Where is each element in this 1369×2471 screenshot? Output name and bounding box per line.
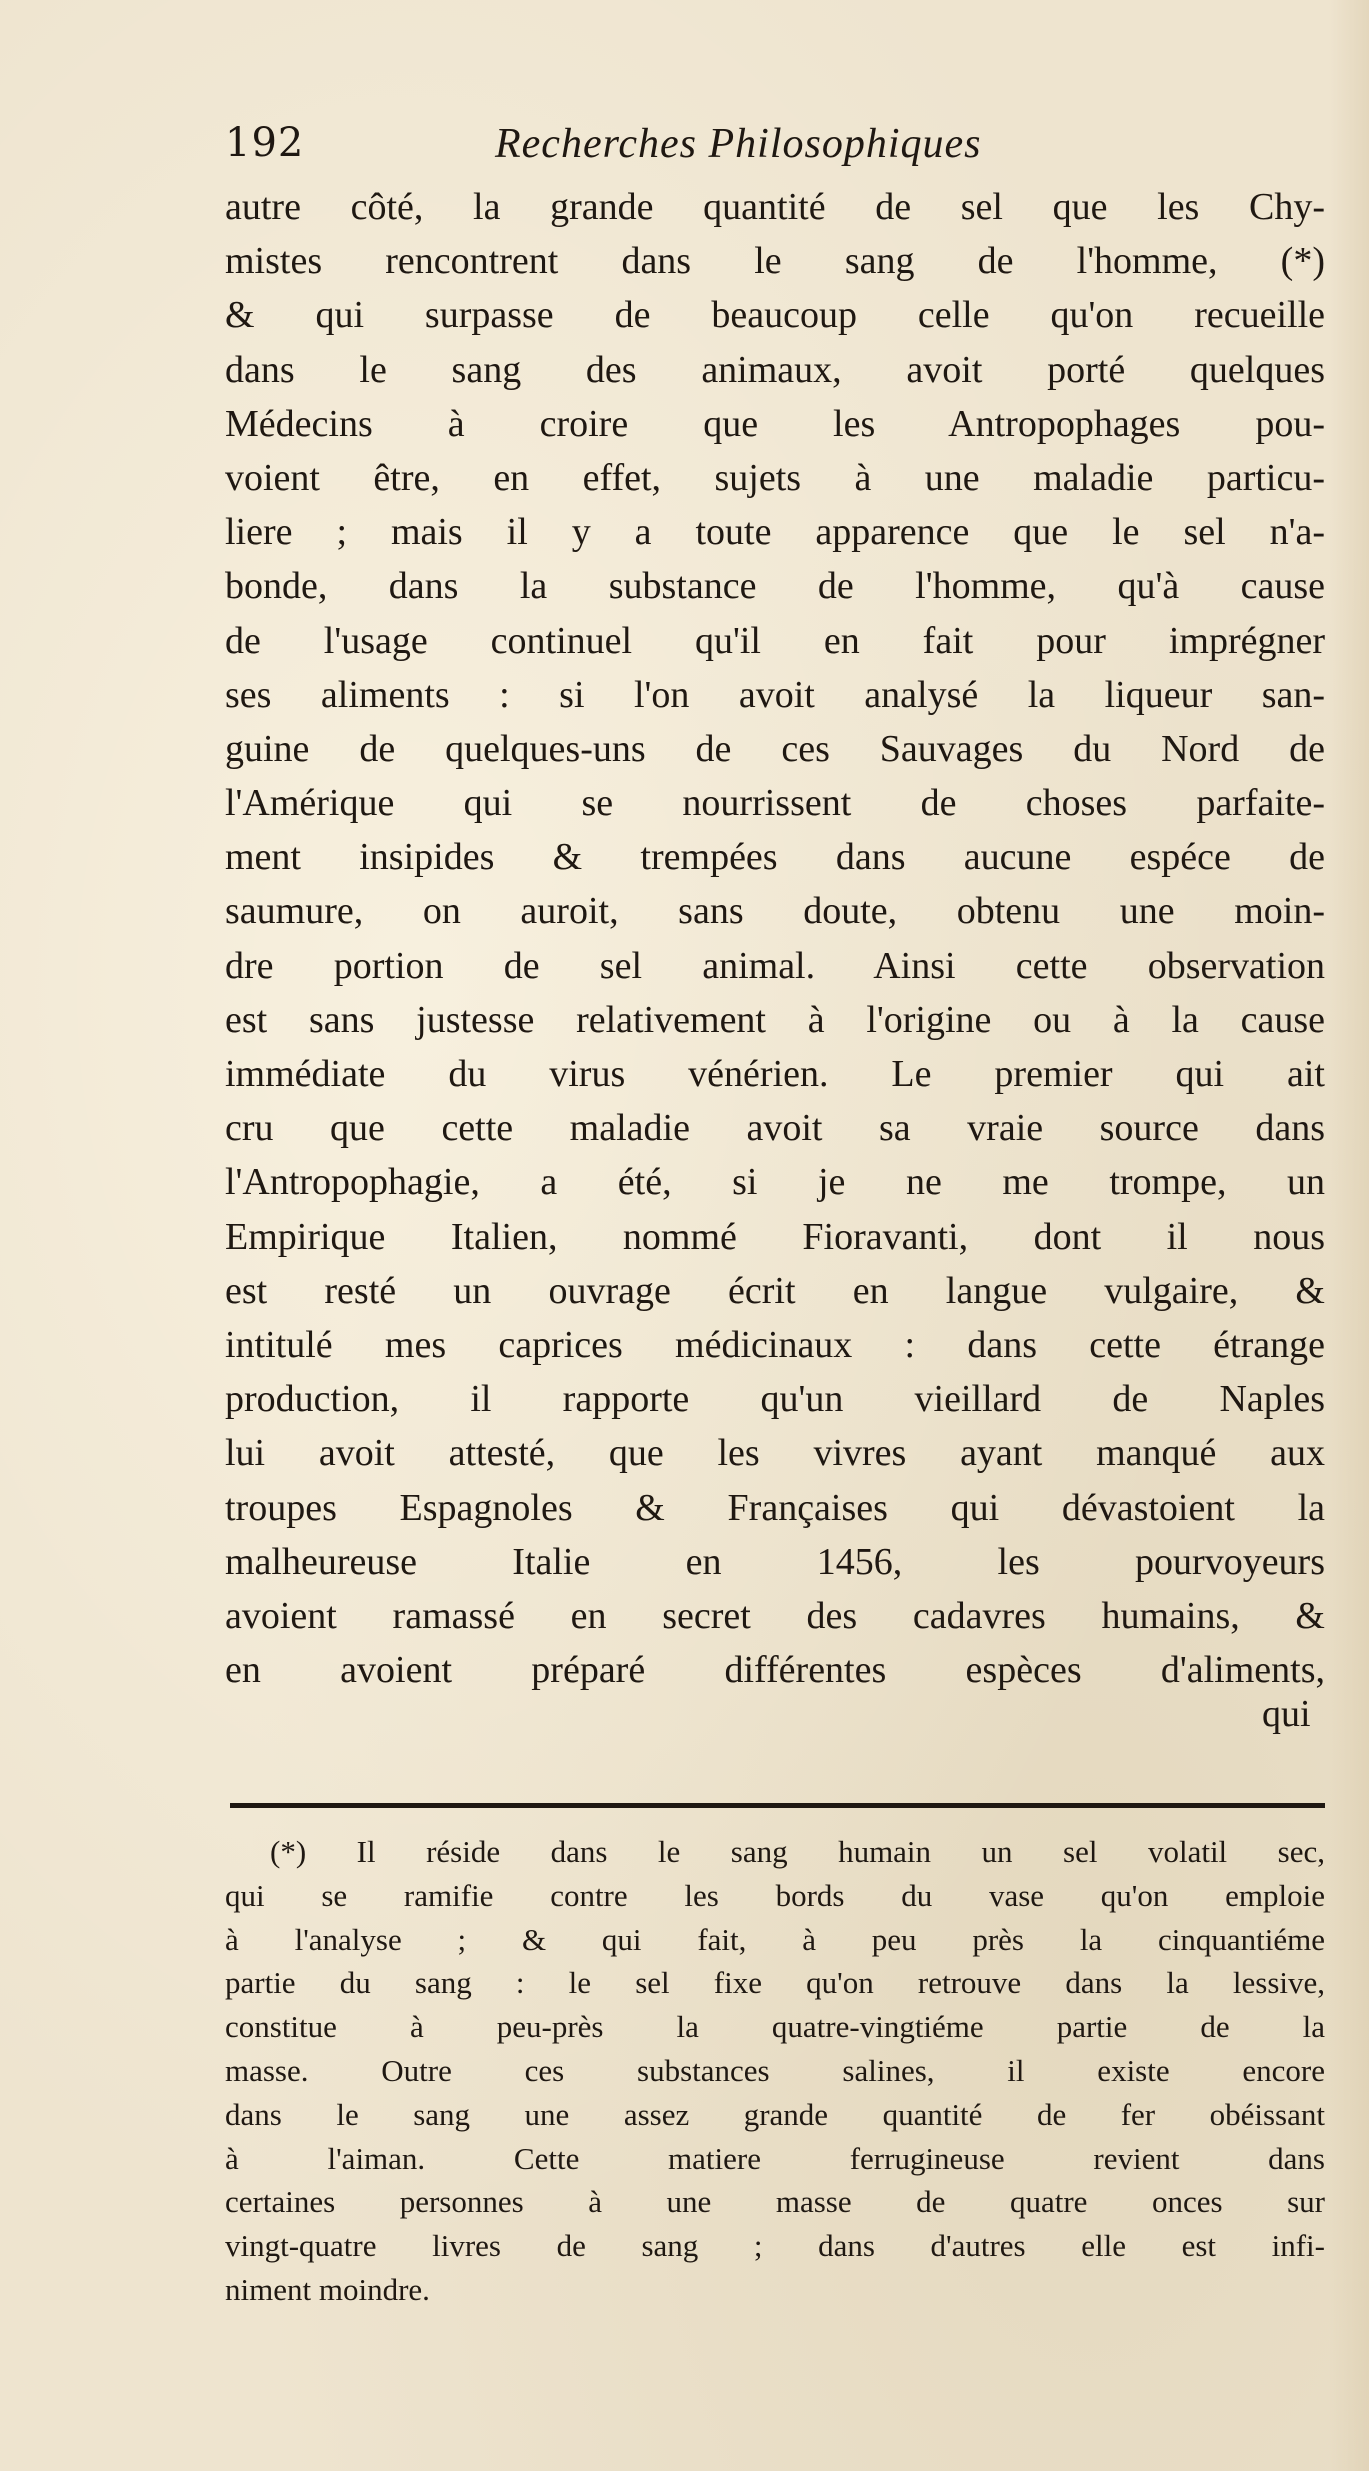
footnote-line: à l'analyse ; & qui fait, à peu près la cinquantiéme xyxy=(225,1921,1325,1957)
footnote-line: certaines personnes à une masse de quatre onces sur xyxy=(225,2184,1325,2220)
footnote-line: vingt-quatre livres de sang ; dans d'autres elle est infi- xyxy=(225,2228,1325,2264)
footnote-line: masse. Outre ces substances salines, il existe encore xyxy=(225,2052,1325,2088)
text-line: dre portion de sel animal. Ainsi cette observation xyxy=(225,944,1325,987)
text-line: malheureuse Italie en 1456, les pourvoyeurs xyxy=(225,1540,1325,1583)
footnote-line: à l'aiman. Cette matiere ferrugineuse revient dans xyxy=(225,2140,1325,2176)
text-line: avoient ramassé en secret des cadavres humains, & xyxy=(225,1594,1325,1637)
text-line: voient être, en effet, sujets à une maladie particu- xyxy=(225,456,1325,499)
text-line: production, il rapporte qu'un vieillard de Naples xyxy=(225,1378,1325,1421)
text-line: en avoient préparé différentes espèces d'aliments, xyxy=(225,1649,1325,1692)
footnote-line: constitue à peu-près la quatre-vingtiéme partie de la xyxy=(225,2009,1325,2045)
footnote-line: qui se ramifie contre les bords du vase qu'on emploie xyxy=(225,1877,1325,1913)
text-line: lui avoit attesté, que les vivres ayant manqué aux xyxy=(225,1432,1325,1475)
text-line: autre côté, la grande quantité de sel que les Chy- xyxy=(225,186,1325,228)
text-line: troupes Espagnoles & Françaises qui dévastoient la xyxy=(225,1486,1325,1529)
text-line: dans le sang des animaux, avoit porté quelques xyxy=(225,348,1325,391)
text-line: ses aliments : si l'on avoit analysé la liqueur san- xyxy=(225,673,1325,716)
text-line: est resté un ouvrage écrit en langue vulgaire, & xyxy=(225,1269,1325,1312)
text-line: Empirique Italien, nommé Fioravanti, dont il nous xyxy=(225,1215,1325,1258)
text-line: immédiate du virus vénérien. Le premier qui ait xyxy=(225,1053,1325,1095)
text-line: guine de quelques-uns de ces Sauvages du Nord de xyxy=(225,727,1325,770)
text-line: l'Antropophagie, a été, si je ne me trompe, un xyxy=(225,1161,1325,1204)
footnote-rule xyxy=(230,1803,1325,1808)
page-number: 192 xyxy=(225,120,305,166)
page-header xyxy=(225,120,1145,180)
text-line: bonde, dans la substance de l'homme, qu'à cause xyxy=(225,565,1325,608)
text-line: ment insipides & trempées dans aucune espéce de xyxy=(225,836,1325,879)
catchword: qui xyxy=(1262,1693,1311,1735)
footnote-line: niment moindre. xyxy=(225,2271,430,2307)
footnote-line: partie du sang : le sel fixe qu'on retrouve dans la lessive, xyxy=(225,1965,1325,2001)
main-text xyxy=(225,180,1345,1697)
running-title: Recherches Philosophiques xyxy=(495,121,982,167)
text-line: saumure, on auroit, sans doute, obtenu une moin- xyxy=(225,890,1325,933)
text-line: mistes rencontrent dans le sang de l'homme, (*) xyxy=(225,240,1325,283)
text-line: cru que cette maladie avoit sa vraie source dans xyxy=(225,1107,1325,1150)
text-line: & qui surpasse de beaucoup celle qu'on recueille xyxy=(225,294,1325,337)
text-line: de l'usage continuel qu'il en fait pour imprégner xyxy=(225,619,1325,662)
text-line: est sans justesse relativement à l'origine ou à la cause xyxy=(225,998,1325,1041)
footnote-line: dans le sang une assez grande quantité de fer obéissant xyxy=(225,2096,1325,2132)
text-line: liere ; mais il y a toute apparence que le sel n'a- xyxy=(225,511,1325,554)
text-line: intitulé mes caprices médicinaux : dans cette étrange xyxy=(225,1323,1325,1366)
footnote-line: (*) Il réside dans le sang humain un sel volatil sec, xyxy=(270,1834,1325,1869)
text-line: Médecins à croire que les Antropophages pou- xyxy=(225,402,1325,445)
text-line: l'Amérique qui se nourrissent de choses parfaite- xyxy=(225,782,1325,825)
footnote xyxy=(225,1830,1345,2312)
